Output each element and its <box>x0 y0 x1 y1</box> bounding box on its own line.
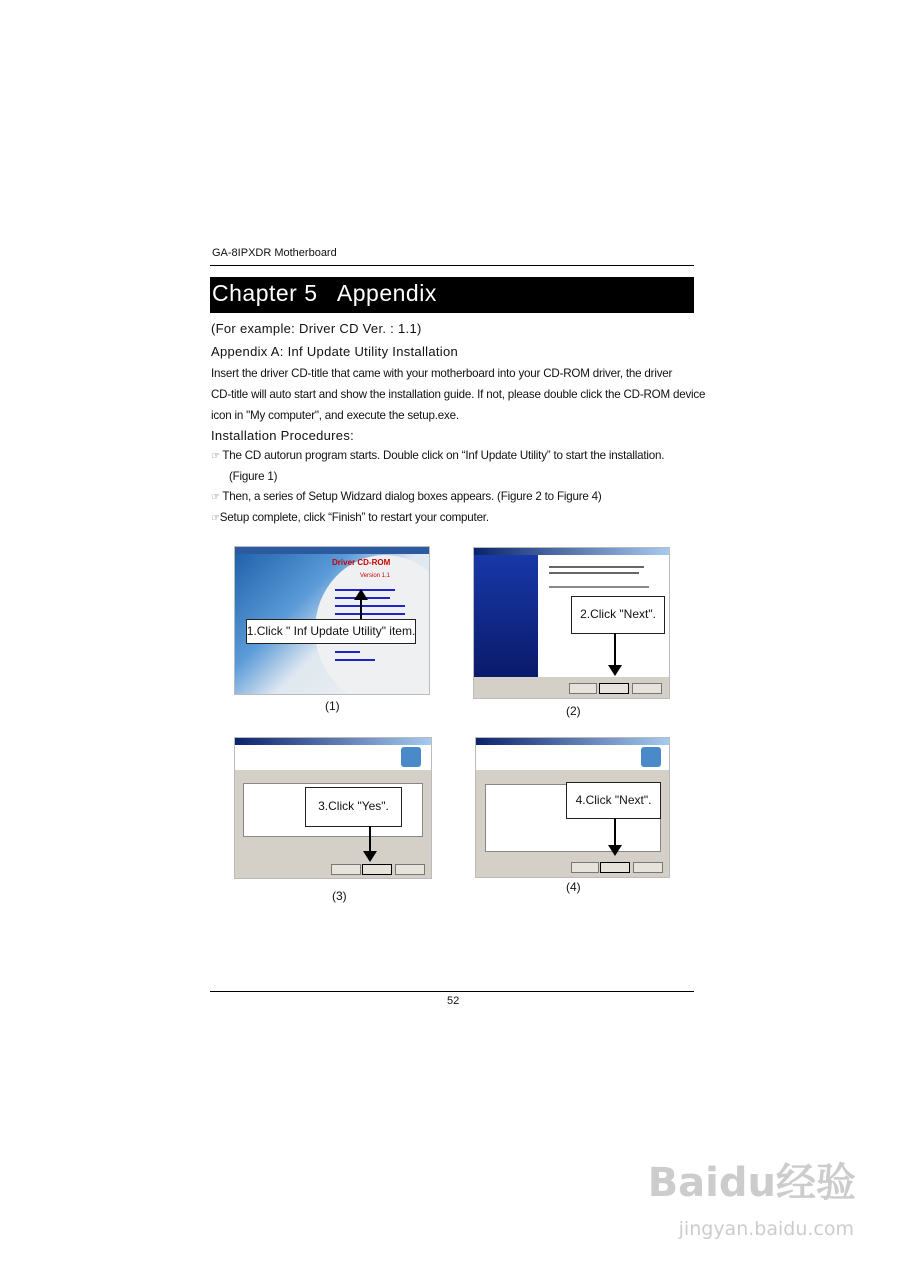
arrow-shaft <box>360 598 362 620</box>
button-strip <box>474 677 669 698</box>
arrow-shaft <box>614 633 616 667</box>
callout-step-1: 1.Click " Inf Update Utility" item. <box>246 619 416 644</box>
example-note: (For example: Driver CD Ver. : 1.1) <box>211 321 422 336</box>
pointing-hand-icon: ☞ <box>211 513 220 524</box>
page-number: 52 <box>447 995 460 1007</box>
window-titlebar <box>476 738 669 745</box>
next-button[interactable] <box>600 862 630 873</box>
arrow-shaft <box>369 826 371 852</box>
text-line <box>549 586 649 588</box>
menu-link[interactable] <box>335 659 375 661</box>
callout-step-3: 3.Click "Yes". <box>305 787 402 827</box>
footer-divider <box>210 991 694 992</box>
next-button[interactable] <box>599 683 629 694</box>
back-button[interactable] <box>569 683 597 694</box>
menu-link[interactable] <box>335 605 405 607</box>
step-text: The CD autorun program starts. Double click on “Inf Update Utility” to start the installation. <box>222 449 665 462</box>
header-divider <box>210 265 694 266</box>
wizard-header <box>476 745 669 770</box>
arrow-down-icon <box>608 665 622 676</box>
baidu-watermark-url: jingyan.baidu.com <box>678 1218 854 1240</box>
figure-caption: (4) <box>566 880 581 894</box>
step-3 <box>211 511 489 526</box>
no-button[interactable] <box>395 864 425 875</box>
pointing-hand-icon: ☞ <box>211 451 223 462</box>
wizard-icon <box>641 747 661 767</box>
arrow-down-icon <box>608 845 622 856</box>
paragraph-line: Insert the driver CD-title that came with your motherboard into your CD-ROM driver, the driver <box>211 367 673 380</box>
arrow-up-icon <box>354 589 368 600</box>
cancel-button[interactable] <box>632 683 662 694</box>
chapter-banner <box>210 277 694 313</box>
yes-button[interactable] <box>362 864 392 875</box>
figure-caption: (3) <box>332 889 347 903</box>
text-line <box>549 572 639 574</box>
baidu-watermark-logo: Baidu经验 <box>647 1160 856 1206</box>
step-1 <box>211 449 664 464</box>
arrow-shaft <box>614 818 616 846</box>
pointing-hand-icon: ☞ <box>211 492 223 503</box>
callout-step-4: 4.Click "Next". <box>566 782 661 819</box>
menu-link[interactable] <box>335 651 360 653</box>
cd-version: Version 1.1 <box>360 573 391 579</box>
window-titlebar <box>474 548 669 555</box>
cancel-button[interactable] <box>633 862 663 873</box>
running-header: GA-8IPXDR Motherboard <box>212 247 337 259</box>
wizard-icon <box>401 747 421 767</box>
paragraph-line: CD-title will auto start and show the installation guide. If not, please double click the CD-ROM device <box>211 388 706 401</box>
section-title: Appendix A: Inf Update Utility Installation <box>211 344 459 359</box>
cd-title: Driver CD-ROM <box>332 558 391 567</box>
paragraph-line: icon in "My computer", and execute the setup.exe. <box>211 409 459 422</box>
figure-caption: (1) <box>325 699 340 713</box>
text-line <box>549 566 644 568</box>
figure-caption: (2) <box>566 704 581 718</box>
callout-step-2: 2.Click "Next". <box>571 596 665 634</box>
arrow-down-icon <box>363 851 377 862</box>
step-text: Then, a series of Setup Widzard dialog boxes appears. (Figure 2 to Figure 4) <box>222 490 602 503</box>
window-titlebar <box>235 738 431 745</box>
wizard-banner-image <box>474 555 538 677</box>
window-titlebar <box>235 547 429 554</box>
step-2 <box>211 490 602 505</box>
wizard-header <box>235 745 431 770</box>
back-button[interactable] <box>331 864 361 875</box>
step-1-figure-ref: (Figure 1) <box>229 470 278 483</box>
chapter-title: Chapter 5 Appendix <box>212 280 437 306</box>
procedures-title: Installation Procedures: <box>211 428 355 443</box>
step-text: Setup complete, click “Finish” to restart your computer. <box>219 511 489 524</box>
back-button[interactable] <box>571 862 599 873</box>
menu-link[interactable] <box>335 613 405 615</box>
